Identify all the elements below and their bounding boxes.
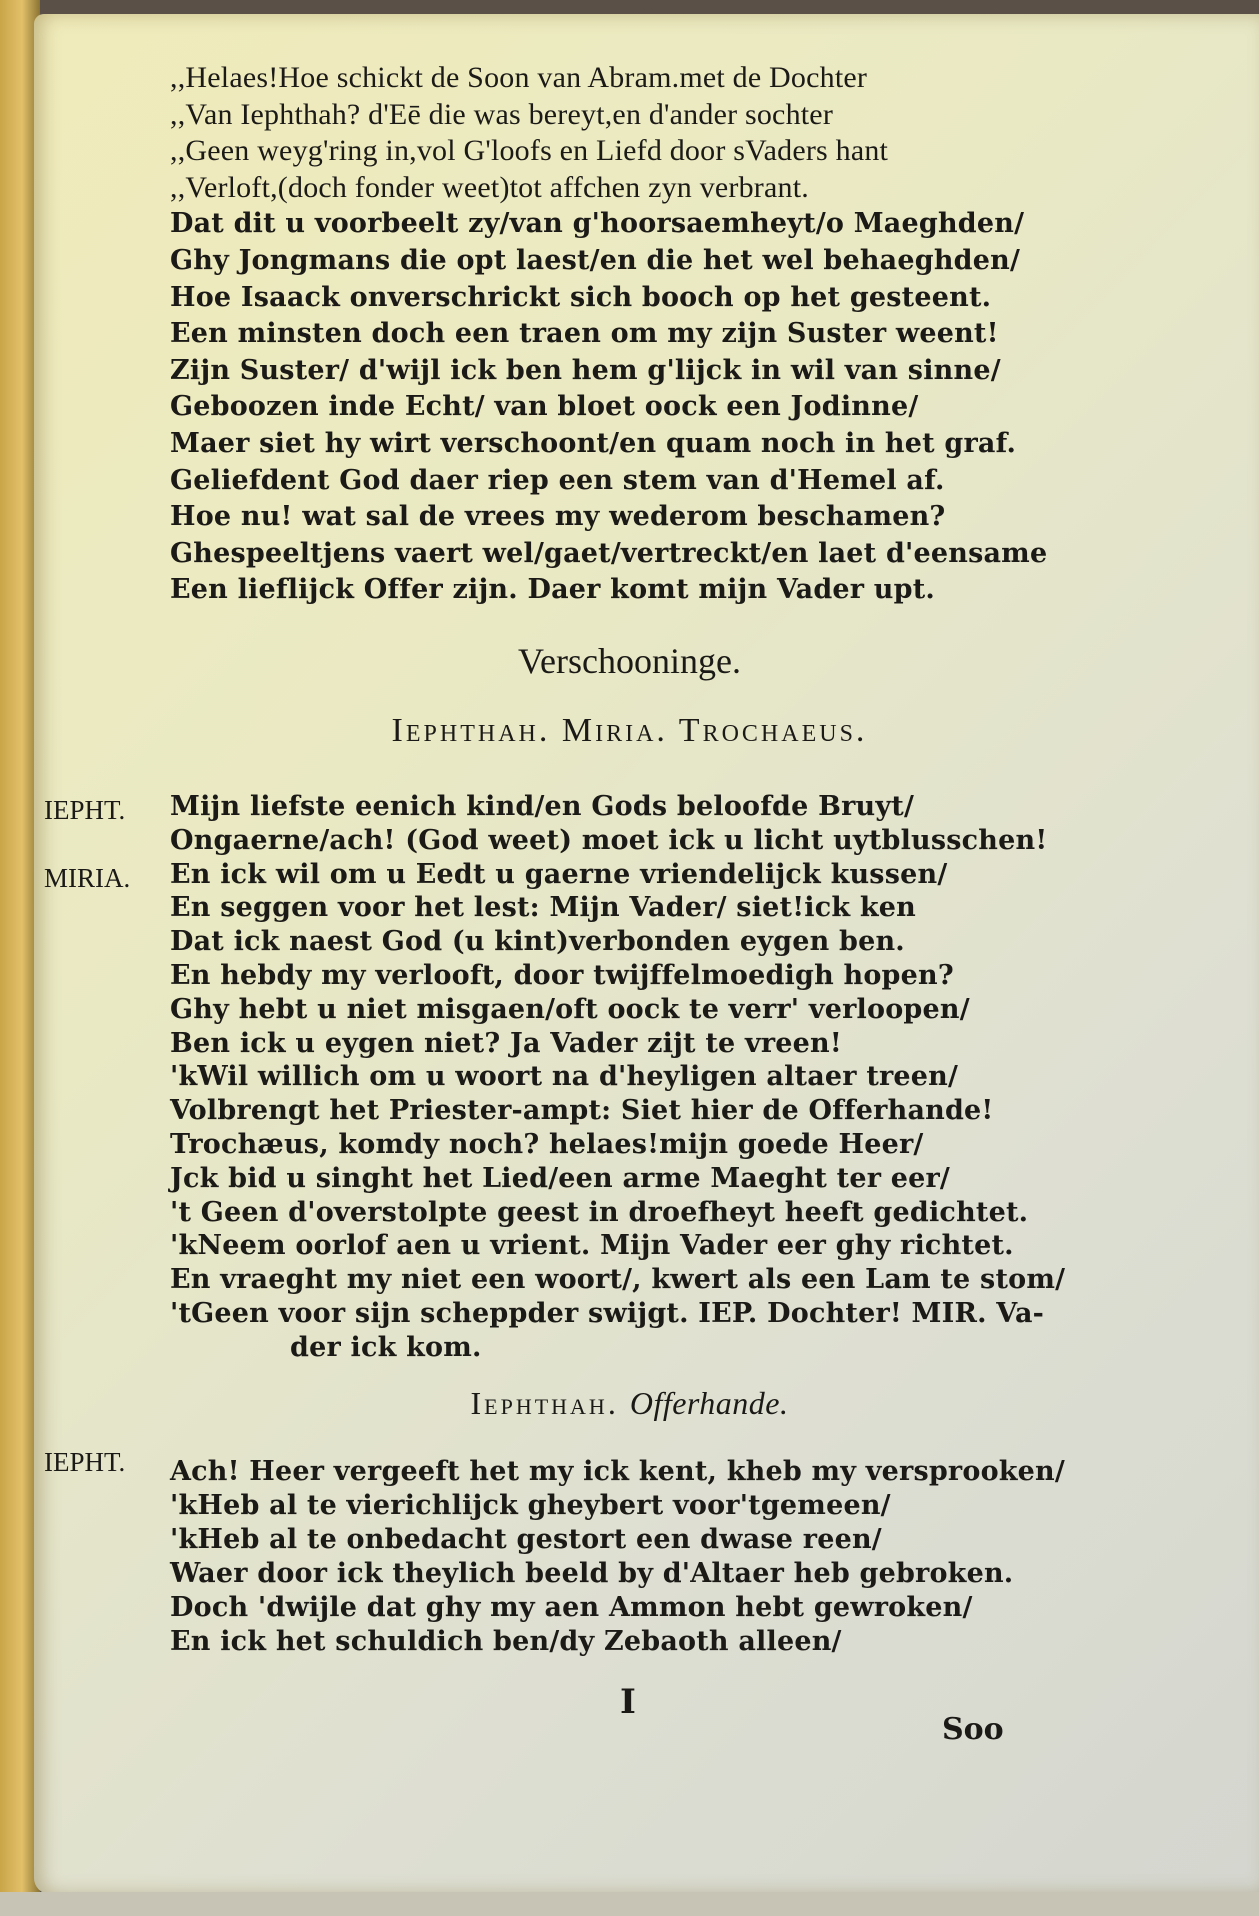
verse-line: Volbrengt het Priester-ampt: Siet hier de Offerhande!: [170, 1095, 994, 1127]
verse-line: ,,Van Iephthah? d'Eē die was bereyt,en d'ander sochter: [170, 97, 834, 131]
catchword: Soo: [942, 1712, 1004, 1747]
section-heading: Verschooninge.: [518, 641, 741, 681]
verse-line: Hoe Isaack onverschrickt sich booch op het gesteent.: [170, 281, 992, 313]
verse-line: 'kNeem oorlof aen u vrient. Mijn Vader eer ghy richtet.: [170, 1230, 1014, 1262]
verse-line: 'kHeb al te onbedacht gestort een dwase reen/: [170, 1524, 882, 1555]
verse-line: Zijn Suster/ d'wijl ick ben hem g'lijck in wil van sinne/: [170, 354, 1001, 386]
verse-line: 't Geen d'overstolpte geest in droefheyt heeft gedichtet.: [170, 1196, 1029, 1228]
speaker-label: IEPHT.: [44, 795, 126, 825]
verse-line: Geboozen inde Echt/ van bloet oock een Jodinne/: [170, 391, 919, 423]
verse-line: ,,Geen weyg'ring in,vol G'loofs en Liefd door sVaders hant: [170, 134, 889, 168]
verse-line: Ghy Jongmans die opt laest/en die het wel behaeghden/: [170, 244, 1020, 276]
signature-mark: I: [620, 1682, 636, 1722]
verse-line: Dat dit u voorbeelt zy/van g'hoorsaemheyt/o Maeghden/: [170, 208, 1025, 240]
verse-line: Jck bid u singht het Lied/een arme Maeght ter eer/: [170, 1162, 950, 1194]
verse-line: ,,Helaes!Hoe schickt de Soon van Abram.met de Dochter: [170, 61, 868, 94]
verse-line: Waer door ick theylich beeld by d'Altaer heb gebroken.: [170, 1558, 1014, 1589]
verse-line: Ongaerne/ach! (God weet) moet ick u licht uytblusschen!: [170, 824, 1048, 856]
verse-line: 'kWil willich om u woort na d'heyligen altaer treen/: [170, 1061, 959, 1093]
verse-line: Een lieflijck Offer zijn. Daer komt mijn Vader upt.: [170, 574, 935, 606]
verse-line: Doch 'dwijle dat ghy my aen Ammon hebt gewroken/: [170, 1592, 973, 1623]
table-surface: [0, 1892, 1259, 1916]
verse-line: En seggen voor het lest: Mijn Vader/ siet!ick ken: [170, 892, 916, 924]
verse-line: En ick het schuldich ben/dy Zebaoth alleen/: [170, 1626, 842, 1657]
verse-line: Ben ick u eygen niet? Ja Vader zijt te vreen!: [170, 1027, 842, 1059]
cast-list: Iephthah. Miria. Trochaeus.: [391, 712, 868, 749]
verse-line: Mijn liefste eenich kind/en Gods beloofde Bruyt/: [170, 791, 915, 822]
verse-line: Dat ick naest God (u kint)verbonden eygen ben.: [170, 926, 905, 958]
verse-line: Ghy hebt u niet misgaen/oft oock te verr' verloopen/: [170, 993, 970, 1025]
verse-line: Maer siet hy wirt verschoont/en quam noch in het graf.: [170, 427, 1017, 459]
verse-line: Trochæus, komdy noch? helaes!mijn goede Heer/: [170, 1128, 924, 1160]
speaker-label: IEPHT.: [44, 1447, 126, 1477]
verse-line: 'tGeen voor sijn scheppder swijgt. IEP. Dochter! MIR. Va-: [170, 1297, 1045, 1329]
verse-line: Hoe nu! wat sal de vrees my wederom beschamen?: [170, 501, 946, 533]
verse-line: En ick wil om u Eedt u gaerne vriendelijck kussen/: [170, 858, 948, 890]
verse-line: 'kHeb al te vierichlijck gheybert voor'tgemeen/: [170, 1490, 891, 1521]
verse-line: Geliefdent God daer riep een stem van d'Hemel af.: [170, 464, 945, 496]
verse-line: Ach! Heer vergeeft het my ick kent, kheb my versprooken/: [170, 1456, 1065, 1487]
verse-line: Ghespeeltjens vaert wel/gaet/vertreckt/en laet d'eensame: [170, 537, 1048, 569]
cast-names: Iephthah.: [470, 1385, 619, 1421]
cast-list: [0, 1385, 1259, 1422]
dialogue-block: [170, 790, 1066, 1365]
verse-line: Een minsten doch een traen om my zijn Suster weent!: [170, 318, 999, 350]
verse-line: der ick kom.: [290, 1331, 482, 1363]
verse-line: ,,Verloft,(doch fonder weet)tot affchen zyn verbrant.: [170, 170, 809, 204]
opening-verse: [170, 60, 1048, 609]
verse-line: En vraeght my niet een woort/, kwert als een Lam te stom/: [170, 1264, 1066, 1296]
verse-line: En hebdy my verlooft, door twijffelmoedigh hopen?: [170, 959, 954, 991]
dialogue-block: [170, 1455, 1065, 1659]
cast-scene-title: Offerhande.: [629, 1385, 789, 1421]
speaker-label: MIRIA.: [44, 863, 131, 893]
